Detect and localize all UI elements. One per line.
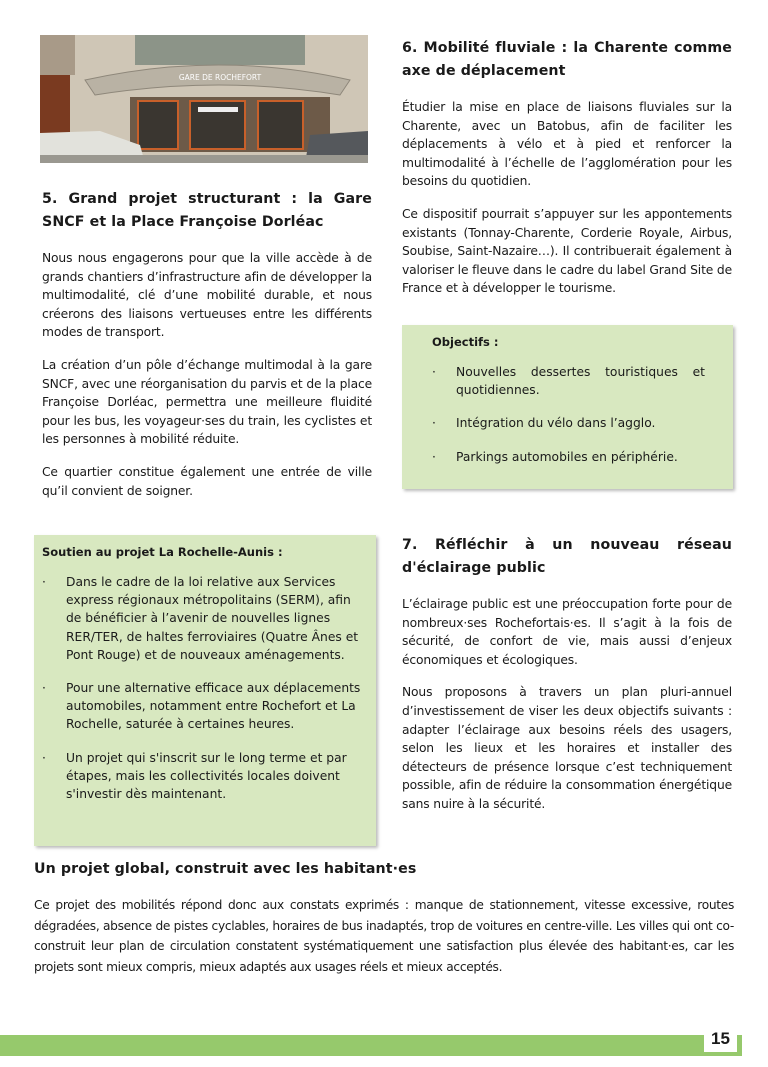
- paragraph: Ce quartier constitue également une entrée de ville qu’il convient de soigner.: [42, 464, 372, 498]
- paragraph: Étudier la mise en place de liaisons fluviales sur la Charente, avec un Batobus, afin de faciliter les déplacements à vélo et à pied et renforcer la multimodalité à l’échelle de l’agglomération pour les besoins du quotidien.: [402, 100, 732, 189]
- paragraph: La création d’un pôle d’échange multimodal à la gare SNCF, avec une réorganisation du parvis et de la place Françoise Dorléac, permettra une meilleure fluidité pour les bus, les voyageur·ses du train, les cyclistes et les personnes à mobilité réduite.: [42, 357, 372, 447]
- list-item: [42, 573, 368, 664]
- list-item: [432, 363, 705, 399]
- paragraph: L’éclairage public est une préoccupation forte pour de nombreux·ses Rochefortais·es. Il s’agit à la fois de sécurité, de confort de vie, mais aussi d’enjeux économiques et écologiques.: [402, 597, 732, 667]
- list-item: [432, 448, 705, 466]
- bullet: ·: [42, 575, 46, 589]
- section-7: [402, 534, 732, 828]
- section-5-title: 5. Grand projet structurant : la Gare SNCF et la Place Françoise Dorléac: [42, 191, 372, 230]
- support-box: [34, 535, 376, 846]
- paragraph: Nous proposons à travers un plan pluri-annuel d’investissement de viser les deux objectifs suivants : adapter l’éclairage aux besoins réels des usagers, selon les lieux et les horaires et installer des détecteurs de présence lorsque c’est techniquement possible, afin de réduire la consommation énergétique sans nuire à la sécurité.: [402, 685, 732, 811]
- footer-bar: [0, 1035, 742, 1056]
- section-5: [42, 188, 372, 514]
- station-sign: GARE DE ROCHEFORT: [178, 73, 262, 82]
- bullet: ·: [42, 750, 46, 765]
- list-item-text: Parkings automobiles en périphérie.: [456, 449, 678, 464]
- page-number: 15: [704, 1025, 737, 1052]
- section-6: [402, 37, 732, 312]
- paragraph: Nous nous engagerons pour que la ville accède à de grands chantiers d’infrastructure afin de développer la multimodalité, clé d’une mobilité durable, et nous créerons des liaisons vertueuses entre les différents modes de transport.: [42, 251, 372, 340]
- section-6-title: 6. Mobilité fluviale : la Charente comme axe de déplacement: [402, 40, 732, 79]
- section-7-title: 7. Réfléchir à un nouveau réseau d'éclairage public: [402, 537, 732, 576]
- objectives-title: Objectifs :: [432, 335, 499, 349]
- list-item: [42, 749, 368, 804]
- list-item-text: Intégration du vélo dans l’agglo.: [456, 416, 656, 431]
- paragraph: Ce projet des mobilités répond donc aux constats exprimés : manque de stationnement, vitesse excessive, routes dégradées, absence de pistes cyclables, horaires de bus inadaptés, trop de voitures en centre-ville. Les villes qui ont co-construit leur plan de circulation constatent systématiquement une satisfaction plus élevée des habitant·es, car les projets sont mieux compris, mieux adaptés aux usages réels et mieux acceptés.: [34, 898, 734, 974]
- list-item-text: Nouvelles dessertes touristiques et quotidiennes.: [456, 365, 705, 398]
- bullet: ·: [42, 681, 46, 696]
- bullet: ·: [432, 365, 436, 379]
- list-item-text: Dans le cadre de la loi relative aux Services express régionaux métropolitains (SERM), afin de bénéficier à l’avenir de nouvelles lignes RER/TER, de haltes ferroviaires (Quatre Ânes et Pont Rouge) et de nouveaux aménagements.: [66, 575, 359, 662]
- support-title: Soutien au projet La Rochelle-Aunis :: [42, 545, 283, 559]
- global-section: [34, 858, 734, 991]
- paragraph: Ce dispositif pourrait s’appuyer sur les appontements existants (Tonnay-Charente, Corderie Royale, Airbus, Soubise, Saint-Nazaire…). Il contribuerait également à valoriser le fleuve dans le cadre du label Grand Site de France et à développer le tourisme.: [402, 206, 732, 296]
- global-title: Un projet global, construit avec les habitant·es: [34, 861, 417, 877]
- list-item: [432, 414, 705, 432]
- list-item: [42, 679, 368, 734]
- objectives-box: [402, 325, 733, 489]
- list-item-text: Pour une alternative efficace aux déplacements automobiles, notamment entre Rochefort et La Rochelle, saturée à certaines heures.: [66, 681, 361, 732]
- bullet: ·: [432, 449, 436, 464]
- list-item-text: Un projet qui s'inscrit sur le long terme et par étapes, mais les collectivités locales doivent s'investir dès maintenant.: [66, 750, 347, 802]
- bullet: ·: [432, 416, 436, 431]
- train-station-photo: [40, 35, 368, 163]
